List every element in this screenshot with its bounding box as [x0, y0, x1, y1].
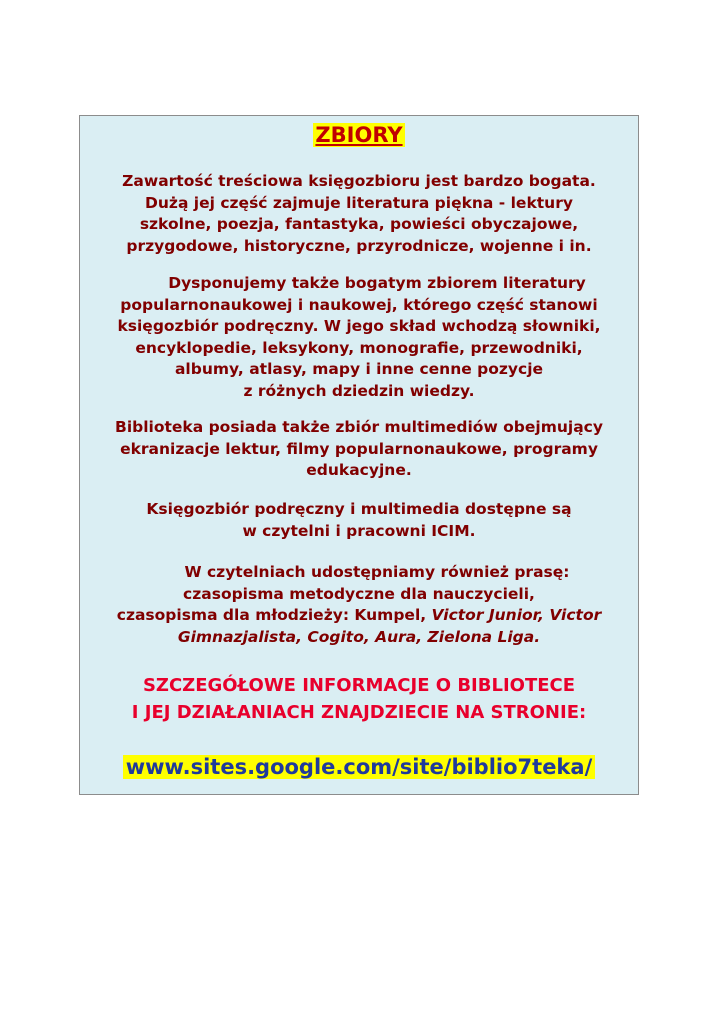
paragraph-multimedia [86, 417, 632, 482]
text-line: edukacyjne. [306, 461, 412, 479]
text-line: Dysponujemy także bogatym zbiorem literatury [168, 274, 586, 292]
text-line: przygodowe, historyczne, przyrodnicze, wojenne i in. [126, 236, 592, 255]
magazine-titles: Victor Junior, Victor [431, 606, 602, 624]
paragraph-reference-collection [86, 273, 632, 402]
text-line: czasopisma metodyczne dla nauczycieli, [183, 584, 535, 603]
heading [80, 120, 638, 152]
text-line: albumy, atlasy, mapy i inne cenne pozycje [174, 360, 544, 378]
paragraph-availability [86, 499, 632, 542]
text-line: encyklopedie, leksykony, monografie, przewodniki, [135, 338, 583, 357]
text-segment: czasopisma dla młodzieży: Kumpel, [116, 606, 432, 624]
text-line: szkolne, poezja, fantastyka, powieści obyczajowe, [139, 215, 579, 233]
text-line: Biblioteka posiada także zbiór multimediów obejmujący [115, 418, 603, 436]
content-box [79, 115, 639, 795]
text-line: Dużą jej część zajmuje literatura piękna - lektury [145, 193, 573, 212]
paragraph-collection-overview [86, 171, 632, 257]
text-line: popularnonaukowej i naukowej, którego część stanowi [120, 295, 598, 314]
heading-text: ZBIORY [315, 123, 403, 147]
website-link[interactable] [80, 752, 638, 784]
info-line: I JEJ DZIAŁANIACH ZNAJDZIECIE NA STRONIE: [131, 702, 587, 723]
text-line: Zawartość treściowa księgozbioru jest bardzo bogata. [122, 172, 596, 190]
website-url[interactable]: www.sites.google.com/site/biblio7teka/ [123, 755, 596, 779]
info-line: SZCZEGÓŁOWE INFORMACJE O BIBLIOTECE [142, 675, 576, 696]
text-line: ekranizacje lektur, filmy popularnonaukowe, programy [120, 439, 598, 458]
text-line [86, 605, 632, 627]
info-notice [80, 672, 638, 726]
text-line: w czytelni i pracowni ICIM. [242, 521, 476, 540]
paragraph-press [86, 562, 632, 648]
magazine-titles: Gimnazjalista, Cogito, Aura, Zielona Liga. [177, 627, 541, 646]
text-line: Księgozbiór podręczny i multimedia dostępne są [146, 500, 572, 518]
text-line: z różnych dziedzin wiedzy. [243, 381, 475, 400]
text-line: księgozbiór podręczny. W jego skład wchodzą słowniki, [117, 317, 601, 335]
text-line: W czytelniach udostępniamy również prasę: [184, 563, 570, 581]
